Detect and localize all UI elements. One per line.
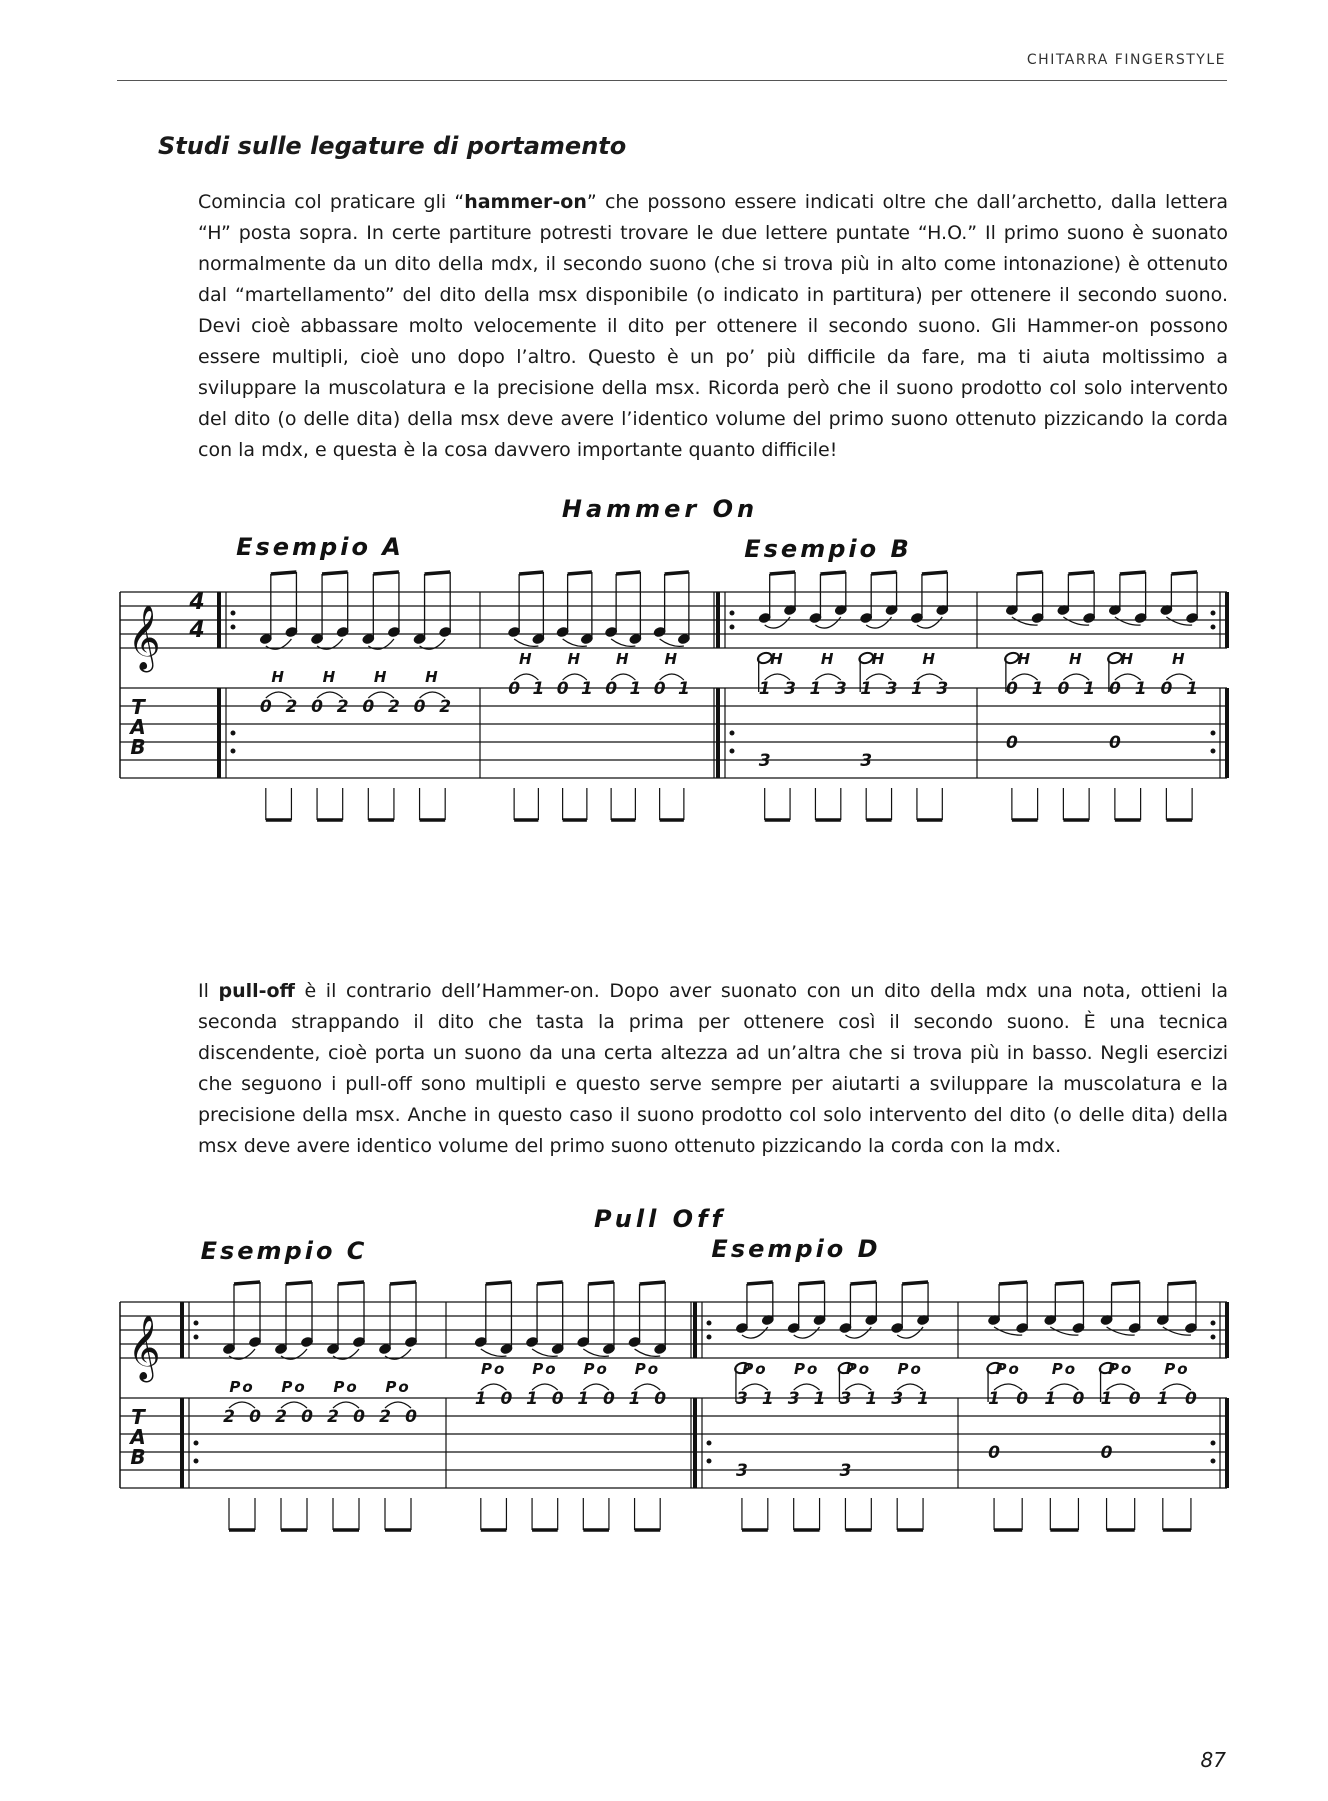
beam: [1168, 1282, 1196, 1284]
tab-fret-number: 1: [1100, 1389, 1113, 1409]
example-label: Esempio B: [744, 535, 912, 563]
tab-fret-number: 1: [813, 1389, 826, 1409]
tab-fret-number: 0: [362, 697, 375, 717]
repeat-dot: [707, 1321, 712, 1326]
term-pull-off: pull-off: [218, 980, 295, 1002]
beam: [999, 1282, 1027, 1284]
beam: [799, 1282, 825, 1284]
section-title: Studi sulle legature di portamento: [158, 132, 627, 160]
technique-mark: H: [567, 650, 583, 668]
technique-mark: Po: [634, 1360, 661, 1378]
repeat-dot: [707, 1335, 712, 1340]
tab-fret-number: 0: [1005, 679, 1018, 699]
tab-fret-number: 0: [500, 1389, 513, 1409]
technique-mark: H: [1017, 650, 1033, 668]
notation-svg: [0, 1195, 1328, 1590]
standard-staff: [120, 592, 1227, 648]
section-heading: Hammer On: [561, 495, 759, 523]
technique-mark: Po: [229, 1378, 255, 1396]
tab-fret-number: 1: [532, 679, 545, 699]
technique-mark: Po: [995, 1360, 1021, 1378]
beam: [1055, 1282, 1083, 1284]
time-signature-top: 4: [189, 590, 205, 615]
music-system-hammer-on: [0, 495, 1328, 890]
tab-fret-number: 1: [1156, 1389, 1169, 1409]
tab-clef-letter: T: [131, 695, 145, 719]
beam: [425, 572, 451, 574]
technique-mark: H: [770, 650, 785, 668]
beam: [1120, 572, 1146, 574]
beam: [271, 572, 297, 574]
tab-fret-number: 1: [865, 1389, 878, 1409]
technique-mark: H: [271, 668, 286, 686]
measure: [507, 572, 718, 820]
tab-fret-number: 0: [1128, 1389, 1141, 1409]
beam: [390, 1282, 416, 1284]
tab-fret-number: 0: [654, 1389, 667, 1409]
beam: [588, 1282, 614, 1284]
beam: [1112, 1282, 1140, 1284]
beam: [537, 1282, 563, 1284]
tab-fret-number: 1: [1134, 679, 1147, 699]
section-heading: Pull Off: [594, 1205, 726, 1233]
tab-clef-letter: B: [130, 735, 146, 759]
tab-fret-number: 1: [761, 1389, 774, 1409]
beam: [286, 1282, 312, 1284]
tab-fret-number: 0: [551, 1389, 564, 1409]
tab-fret-number: 1: [758, 679, 771, 699]
tab-fret-number: 3: [758, 751, 771, 771]
technique-mark: H: [922, 650, 937, 668]
tab-fret-number: 3: [834, 679, 847, 699]
tab-fret-number: 1: [1031, 679, 1044, 699]
measure: [695, 1282, 958, 1530]
repeat-dot: [1211, 731, 1216, 736]
beam: [850, 1282, 876, 1284]
tab-fret-number: 3: [936, 679, 949, 699]
measure: [219, 572, 480, 820]
beam: [747, 1282, 773, 1284]
paragraph-text: ” che possono essere indicati oltre che dall’archetto, dalla lettera “H” posta sopra. In certe partiture potresti trovare le due lettere puntate “H.O.” Il primo suono è suonato normalmente da un dito della mdx, il secondo suono (che si trova più in alto come intonazione) è ottenuto dal “martellamento” del dito della msx disponibile (o indicato in partitura) per ottenere il secondo suono. Devi cioè abbassare molto velocemente il dito per ottenere il secondo suono. Gli Hammer-on possono essere multipli, cioè uno dopo l’altro. Questo è un po’ più difficile da fare, ma ti aiuta moltissimo a sviluppare la muscolatura e la precisione della msx. Ricorda però che il suono prodotto col solo intervento del dito (o delle dita) della msx deve avere l’identico volume del primo suono ottenuto pizzicando la corda con la mdx, e questa è la cosa davvero importante quanto difficile!: [198, 191, 1228, 461]
repeat-dot: [730, 625, 735, 630]
technique-mark: Po: [897, 1360, 923, 1378]
tab-fret-number: 1: [577, 1389, 590, 1409]
technique-mark: Po: [281, 1378, 307, 1396]
tab-fret-number: 0: [1016, 1389, 1029, 1409]
tab-fret-number: 3: [839, 1461, 852, 1481]
repeat-dot: [194, 1335, 199, 1340]
technique-mark: H: [871, 650, 887, 668]
paragraph-text: Il: [198, 980, 219, 1002]
tab-fret-number: 0: [988, 1443, 1000, 1463]
tab-fret-number: 0: [1185, 1389, 1197, 1409]
tab-fret-number: 0: [353, 1407, 365, 1427]
header-rule: [117, 80, 1227, 81]
tab-fret-number: 2: [336, 697, 349, 717]
beam: [1068, 572, 1094, 574]
example-label: Esempio A: [236, 533, 404, 561]
technique-mark: Po: [583, 1360, 609, 1378]
tab-fret-number: 0: [405, 1407, 417, 1427]
repeat-dot: [194, 1321, 199, 1326]
technique-mark: Po: [1107, 1360, 1134, 1378]
tab-fret-number: 2: [327, 1407, 339, 1427]
beam: [373, 572, 399, 574]
tab-fret-number: 1: [917, 1389, 929, 1409]
technique-mark: Po: [480, 1360, 507, 1378]
example-label: Esempio C: [200, 1237, 368, 1265]
tab-fret-number: 0: [603, 1389, 615, 1409]
beam: [519, 572, 543, 574]
paragraph-hammer-on: [198, 187, 1228, 466]
repeat-dot: [1211, 1321, 1216, 1326]
beam: [665, 572, 689, 574]
tab-fret-number: 2: [285, 697, 298, 717]
repeat-dot: [730, 611, 735, 616]
beam: [322, 572, 348, 574]
paragraph-pull-off: [198, 976, 1228, 1162]
tab-fret-number: 0: [1108, 733, 1121, 753]
tab-fret-number: 0: [556, 679, 569, 699]
tab-fret-number: 0: [1100, 1443, 1113, 1463]
repeat-dot: [1211, 625, 1216, 630]
tab-fret-number: 3: [736, 1389, 748, 1409]
repeat-dot: [231, 611, 236, 616]
tab-fret-number: 3: [839, 1389, 852, 1409]
tab-fret-number: 2: [388, 697, 400, 717]
page-number: 87: [1200, 1748, 1226, 1772]
tab-fret-number: 0: [259, 697, 272, 717]
repeat-dot: [730, 731, 735, 736]
beam: [234, 1282, 260, 1284]
tab-fret-number: 2: [379, 1407, 391, 1427]
tab-clef-letter: T: [131, 1405, 145, 1429]
tab-fret-number: 0: [1005, 733, 1018, 753]
beam: [568, 572, 592, 574]
tab-fret-number: 1: [1083, 679, 1096, 699]
measure: [182, 1282, 446, 1530]
tab-fret-number: 3: [787, 1389, 800, 1409]
technique-mark: H: [664, 650, 680, 668]
measure: [474, 1282, 695, 1530]
tab-fret-number: 1: [580, 679, 593, 699]
measure: [718, 572, 977, 820]
tab-fret-number: 1: [911, 679, 923, 699]
beam: [770, 572, 795, 574]
tab-fret-number: 3: [784, 679, 796, 699]
tab-fret-number: 3: [736, 1461, 748, 1481]
repeat-dot: [194, 1459, 199, 1464]
repeat-dot: [1211, 1459, 1216, 1464]
tab-fret-number: 1: [809, 679, 822, 699]
technique-mark: H: [615, 650, 631, 668]
tab-fret-number: 0: [1057, 679, 1070, 699]
repeat-dot: [1211, 1335, 1216, 1340]
tab-clef-letter: A: [130, 715, 146, 739]
tab-fret-number: 0: [1108, 679, 1121, 699]
beam: [820, 572, 845, 574]
repeat-dot: [707, 1459, 712, 1464]
treble-clef-icon: 𝄞: [127, 1315, 161, 1380]
beam: [1017, 572, 1043, 574]
beam: [338, 1282, 364, 1284]
beam: [640, 1282, 666, 1284]
tab-fret-number: 0: [653, 679, 666, 699]
technique-mark: H: [425, 668, 440, 686]
measure: [986, 1282, 1227, 1530]
tab-fret-number: 0: [249, 1407, 261, 1427]
repeat-dot: [730, 749, 735, 754]
beam: [1171, 572, 1197, 574]
tab-fret-number: 3: [860, 751, 873, 771]
tab-fret-number: 1: [629, 679, 642, 699]
beam: [902, 1282, 928, 1284]
time-signature-bottom: 4: [189, 618, 205, 643]
technique-mark: H: [1068, 650, 1084, 668]
repeat-dot: [231, 625, 236, 630]
measure: [1004, 572, 1227, 820]
notation-svg: [0, 495, 1328, 890]
example-label: Esempio D: [711, 1235, 881, 1263]
treble-clef-icon: 𝄞: [127, 605, 161, 670]
tab-fret-number: 3: [891, 1389, 904, 1409]
tab-fret-number: 1: [677, 679, 690, 699]
beam: [486, 1282, 512, 1284]
tab-fret-number: 3: [885, 679, 898, 699]
paragraph-text: Comincia col praticare gli “: [198, 191, 465, 213]
tab-fret-number: 2: [439, 697, 452, 717]
tab-clef-letter: B: [130, 1445, 146, 1469]
repeat-dot: [231, 749, 236, 754]
repeat-dot: [1211, 611, 1216, 616]
paragraph-text: è il contrario dell’Hammer-on. Dopo aver suonato con un dito della mdx una nota, ottieni la seconda strappando il dito che tasta la prima per ottenere così il secondo suono. È una tecnica discendente, cioè porta un suono da una certa altezza ad un’altra che si trova più in basso. Negli esercizi che seguono i pull-off sono multipli e questo serve sempre per aiutarti a sviluppare la muscolatura e la precisione della msx. Anche in questo caso il suono prodotto col solo intervento del dito (o delle dita) della msx deve avere identico volume del primo suono ottenuto pizzicando la corda con la mdx.: [198, 980, 1228, 1157]
tab-fret-number: 2: [223, 1407, 235, 1427]
technique-mark: H: [322, 668, 338, 686]
tab-fret-number: 0: [301, 1407, 313, 1427]
repeat-dot: [194, 1441, 199, 1446]
tab-fret-number: 1: [474, 1389, 487, 1409]
beam: [922, 572, 947, 574]
technique-mark: Po: [845, 1360, 872, 1378]
beam: [871, 572, 896, 574]
technique-mark: Po: [532, 1360, 558, 1378]
technique-mark: H: [1120, 650, 1136, 668]
technique-mark: H: [373, 668, 389, 686]
tab-fret-number: 1: [628, 1389, 641, 1409]
running-head: CHITARRA FINGERSTYLE: [1026, 52, 1226, 68]
technique-mark: Po: [1051, 1360, 1078, 1378]
technique-mark: H: [820, 650, 836, 668]
tab-fret-number: 0: [508, 679, 521, 699]
technique-mark: Po: [742, 1360, 768, 1378]
tab-fret-number: 0: [605, 679, 618, 699]
technique-mark: Po: [333, 1378, 359, 1396]
beam: [616, 572, 640, 574]
technique-mark: Po: [385, 1378, 411, 1396]
technique-mark: Po: [1164, 1360, 1190, 1378]
technique-mark: H: [518, 650, 534, 668]
music-system-pull-off: [0, 1195, 1328, 1590]
technique-mark: Po: [793, 1360, 820, 1378]
tab-fret-number: 2: [275, 1407, 287, 1427]
term-hammer-on: hammer-on: [464, 191, 587, 213]
tab-fret-number: 1: [1044, 1389, 1057, 1409]
repeat-dot: [707, 1441, 712, 1446]
tab-fret-number: 1: [988, 1389, 1000, 1409]
tab-fret-number: 0: [1160, 679, 1173, 699]
tab-fret-number: 0: [311, 697, 323, 717]
technique-mark: H: [1171, 650, 1187, 668]
tab-fret-number: 1: [526, 1389, 538, 1409]
repeat-dot: [1211, 1441, 1216, 1446]
tab-fret-number: 1: [860, 679, 873, 699]
tab-fret-number: 1: [1186, 679, 1199, 699]
repeat-dot: [231, 731, 236, 736]
tab-fret-number: 0: [1072, 1389, 1085, 1409]
tab-clef-letter: A: [130, 1425, 146, 1449]
repeat-dot: [1211, 749, 1216, 754]
tab-fret-number: 0: [413, 697, 426, 717]
